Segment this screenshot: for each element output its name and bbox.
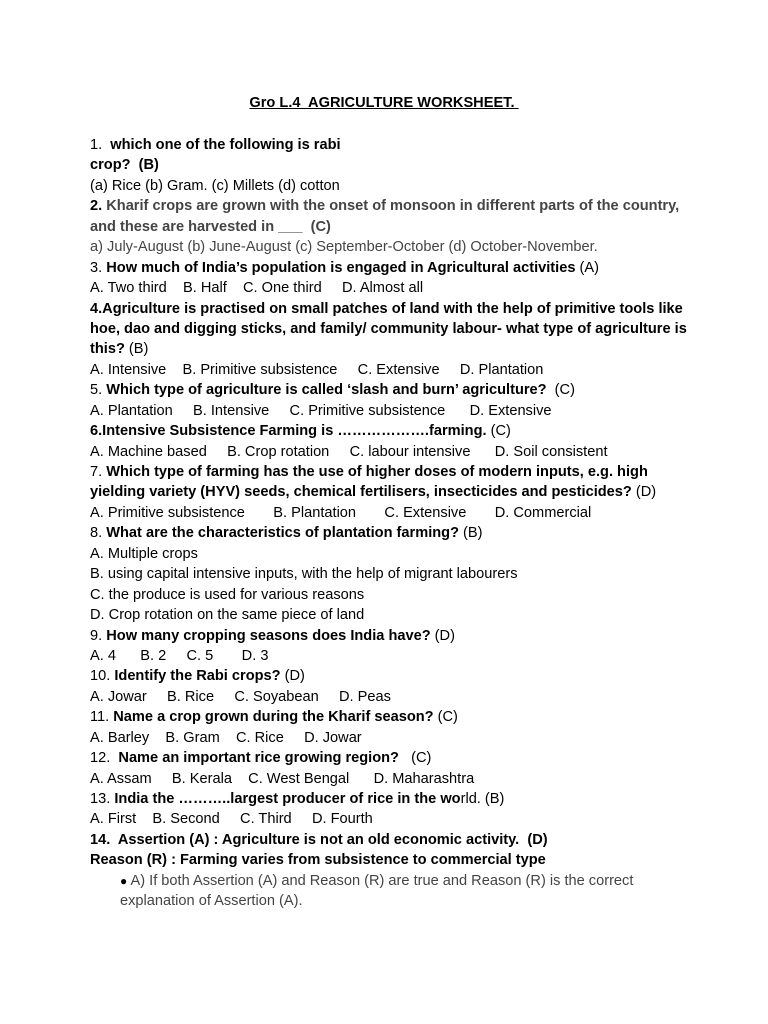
q13-options: A. First B. Second C. Third D. Fourth [90, 811, 373, 828]
q5-options: A. Plantation B. Intensive C. Primitive subsistence D. Extensive [90, 402, 552, 419]
q6-line [90, 421, 690, 441]
q7-text-cont: yielding variety (HYV) seeds, chemical fertilisers, insecticides and pesticides? [90, 484, 632, 501]
q8-option-c: C. the produce is used for various reasons [90, 586, 365, 603]
q14-option-a-text: A) If both Assertion (A) and Reason (R) are true and Reason (R) is the correct [127, 872, 634, 889]
q14-option-a [90, 871, 690, 891]
q13-line [90, 789, 690, 809]
q2-number: 2. [90, 198, 107, 215]
q8-line [90, 523, 690, 543]
q9-number: 9. [90, 627, 107, 644]
bullet-icon: ● [120, 873, 128, 888]
q10-line [90, 666, 690, 686]
q5-answer: (C) [546, 382, 575, 399]
q4-text-end [90, 339, 690, 359]
q6-answer: (C) [486, 423, 511, 440]
q8-text: What are the characteristics of plantation farming? [106, 525, 459, 542]
q2-options: a) July-August (b) June-August (c) September-October (d) October-November. [90, 239, 598, 256]
question-list [90, 135, 690, 912]
q1-number: 1. [90, 137, 111, 153]
q11-text: Name a crop grown during the Kharif season? [113, 709, 434, 726]
q10-number: 10. [90, 668, 115, 685]
q12-line [90, 748, 690, 768]
q8-option-a: A. Multiple crops [90, 545, 198, 562]
q5-text: Which type of agriculture is called ‘slash and burn’ agriculture? [106, 382, 547, 399]
q4-answer: (B) [124, 341, 149, 358]
q3-line [90, 258, 690, 278]
q7-line-cont [90, 482, 690, 502]
q5-number: 5. [90, 382, 107, 399]
q2-text: Kharif crops are grown with the onset of monsoon in different parts of the country, [106, 198, 680, 215]
q3-options: A. Two third B. Half C. One third D. Almost all [90, 280, 424, 297]
q9-text: How many cropping seasons does India have? [106, 627, 431, 644]
q1-text: which one of the following is rabi [110, 137, 341, 153]
q10-answer: (D) [280, 668, 305, 685]
q12-answer: (C) [398, 750, 432, 767]
q11-options: A. Barley B. Gram C. Rice D. Jowar [90, 729, 362, 746]
q1-text-cont: crop? (B) [90, 157, 159, 174]
q14-option-a-cont: explanation of Assertion (A). [120, 893, 303, 910]
q3-text: How much of India’s population is engaged in Agricultural activities [106, 259, 576, 276]
q4-options: A. Intensive B. Primitive subsistence C. Extensive D. Plantation [90, 361, 544, 378]
q4-text: 4.Agriculture is practised on small patches of land with the help of primitive tools like [90, 300, 683, 317]
q4-text-tail: this? [90, 341, 125, 358]
q14-assertion: 14. Assertion (A) : Agriculture is not an old economic activity. (D) [90, 831, 548, 848]
q2-text-cont: and these are harvested in ___ (C) [90, 218, 331, 235]
q10-options: A. Jowar B. Rice C. Soyabean D. Peas [90, 688, 391, 705]
q7-options: A. Primitive subsistence B. Plantation C. Extensive D. Commercial [90, 504, 592, 521]
q5-line [90, 380, 690, 400]
q2-line [90, 196, 690, 216]
q13-text: India the ………..largest producer of rice in the wo [114, 791, 461, 807]
q7-number: 7. [90, 464, 107, 480]
q1-line [90, 135, 690, 155]
worksheet-title: Gro L.4 AGRICULTURE WORKSHEET. [249, 95, 519, 111]
q7-text: Which type of farming has the use of higher doses of modern inputs, e.g. high [106, 464, 648, 480]
q13-text-end: rld. (B) [460, 791, 505, 807]
q9-options: A. 4 B. 2 C. 5 D. 3 [90, 647, 269, 664]
q7-answer: (D) [631, 484, 657, 501]
q8-option-b: B. using capital intensive inputs, with the help of migrant labourers [90, 566, 518, 583]
q6-options: A. Machine based B. Crop rotation C. labour intensive D. Soil consistent [90, 443, 608, 460]
q8-option-d: D. Crop rotation on the same piece of land [90, 607, 365, 624]
q9-answer: (D) [430, 627, 455, 644]
q6-text: 6.Intensive Subsistence Farming is ……………….farming. [90, 423, 487, 440]
q3-answer: (A) [575, 259, 599, 276]
q10-text: Identify the Rabi crops? [114, 668, 281, 685]
q8-number: 8. [90, 525, 107, 542]
q11-line [90, 707, 690, 727]
q11-number: 11. [90, 709, 114, 726]
q13-number: 13. [90, 791, 115, 807]
q4-text-cont: hoe, dao and digging sticks, and family/ community labour- what type of agriculture is [90, 320, 687, 337]
q12-number: 12. [90, 750, 119, 767]
q11-answer: (C) [433, 709, 458, 726]
q7-line [90, 462, 690, 482]
q9-line [90, 626, 690, 646]
q12-text: Name an important rice growing region? [118, 750, 399, 767]
q8-answer: (B) [459, 525, 483, 542]
q3-number: 3. [90, 259, 107, 276]
q1-options: (a) Rice (b) Gram. (c) Millets (d) cotton [90, 177, 340, 194]
q14-reason: Reason (R) : Farming varies from subsistence to commercial type [90, 852, 546, 869]
q12-options: A. Assam B. Kerala C. West Bengal D. Maharashtra [90, 770, 475, 787]
